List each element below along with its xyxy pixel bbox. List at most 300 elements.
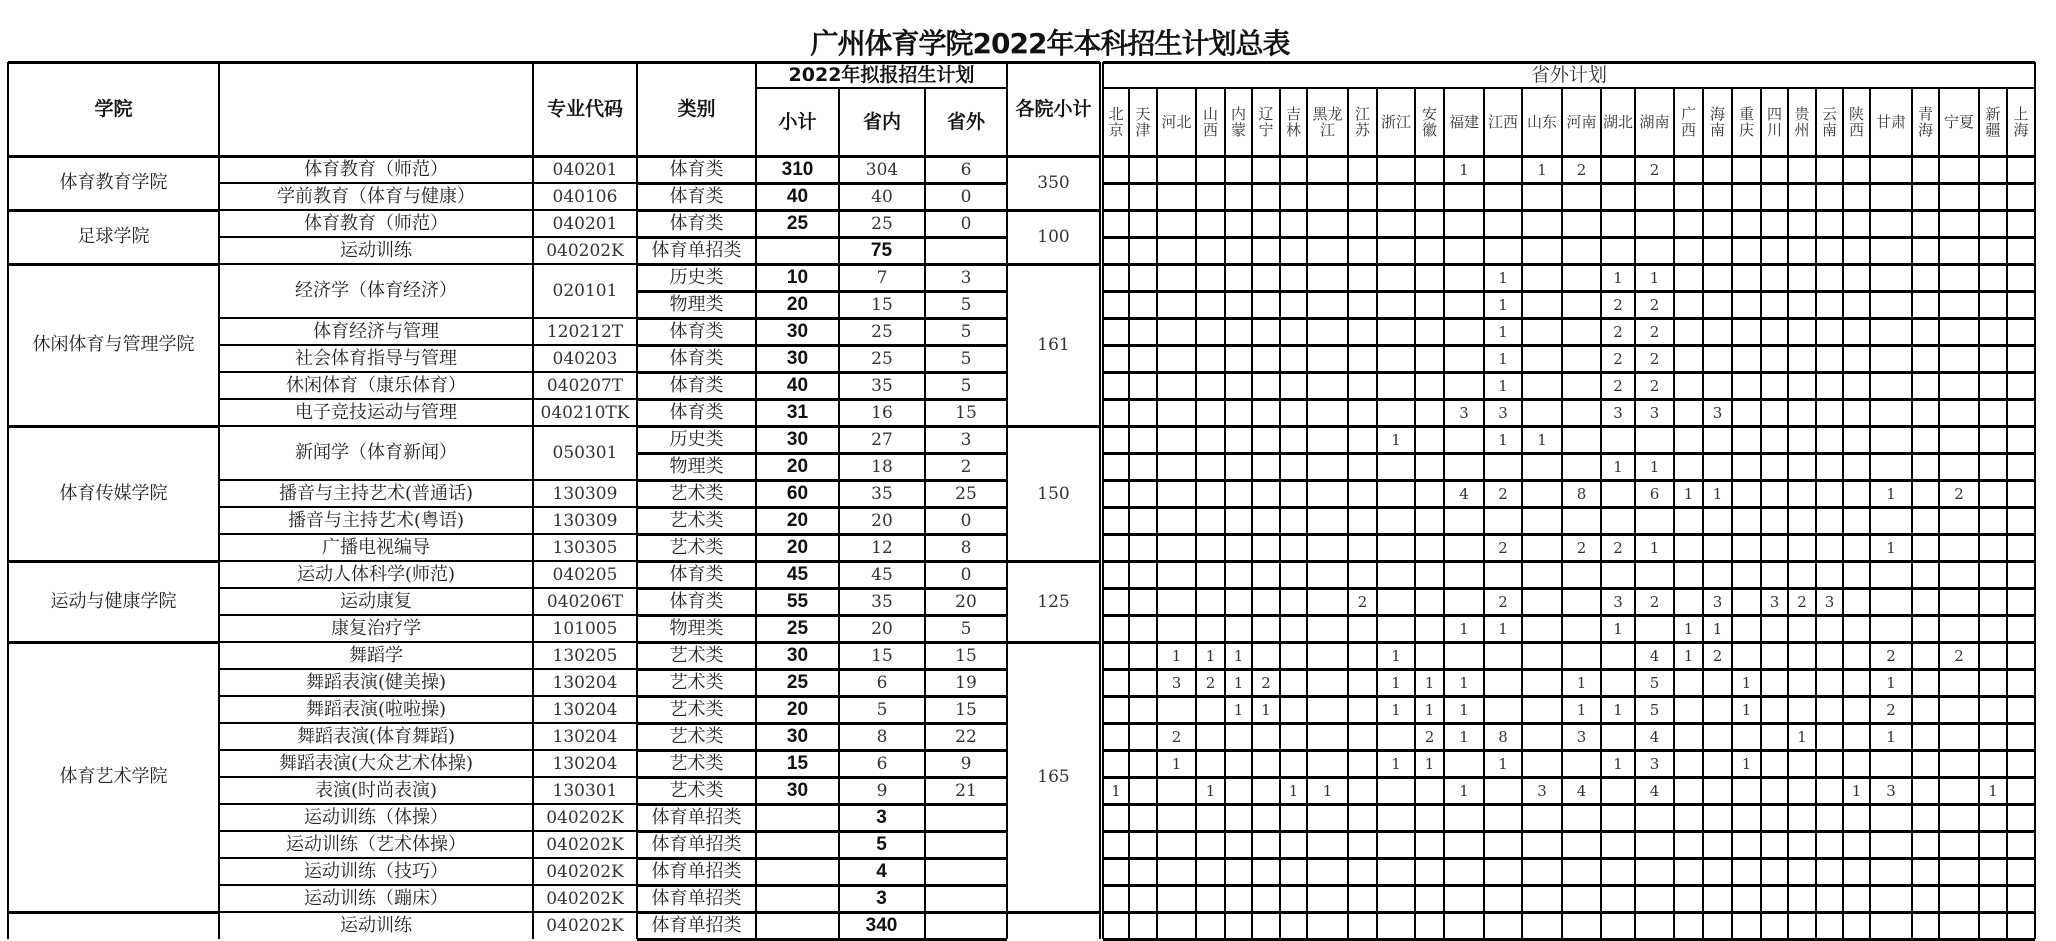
province-cell [1307, 264, 1348, 291]
province-cell [1484, 777, 1522, 804]
province-cell: 1 [1424, 673, 1435, 692]
province-cell [1522, 912, 1562, 939]
grid-line [219, 803, 637, 805]
province-cell [1307, 534, 1348, 561]
province-cell [1562, 561, 1601, 588]
province-cell [1307, 750, 1348, 777]
province-cell: 1 [1741, 673, 1752, 692]
major-name: 运动训练（体操） [304, 806, 448, 828]
plan-subtotal: 10 [786, 266, 809, 288]
province-cell [1225, 480, 1252, 507]
province-cell [1912, 210, 1939, 237]
plan-out-province: 9 [960, 753, 972, 774]
province-cell [1522, 804, 1562, 831]
province-cell [1280, 399, 1307, 426]
province-cell [1870, 588, 1912, 615]
province-cell [1816, 345, 1843, 372]
major-code: 130309 [552, 483, 618, 504]
province-cell [1252, 399, 1280, 426]
grid-line [637, 209, 1007, 212]
province-cell [1196, 858, 1225, 885]
province-cell [1870, 399, 1912, 426]
province-cell [1157, 804, 1196, 831]
province-cell [1788, 372, 1816, 399]
college-name: 足球学院 [77, 226, 150, 247]
province-cell [1348, 480, 1377, 507]
province-cell [1912, 912, 1939, 939]
province-cell [1103, 723, 1129, 750]
province-cell [1870, 561, 1912, 588]
grid-line [1634, 88, 1636, 939]
province-cell [1484, 183, 1522, 210]
province-cell [1129, 588, 1157, 615]
major-name: 舞蹈表演(体育舞蹈) [296, 725, 456, 747]
province-cell [1703, 669, 1732, 696]
province-cell [2007, 750, 2035, 777]
province-cell [1870, 291, 1912, 318]
province-cell [1703, 750, 1732, 777]
province-cell [1522, 264, 1562, 291]
province-cell [1522, 723, 1562, 750]
college-name: 体育传媒学院 [59, 482, 168, 504]
province-cell: 5 [1649, 700, 1660, 719]
province-cell [1103, 561, 1129, 588]
province-cell [1129, 183, 1157, 210]
province-cell [1103, 642, 1129, 669]
major-code: 130204 [552, 726, 618, 747]
province-cell [1788, 804, 1816, 831]
province-cell [1307, 858, 1348, 885]
province-cell [1912, 426, 1939, 453]
plan-out-province: 0 [960, 564, 972, 585]
province-cell [1788, 480, 1816, 507]
grid-line [219, 641, 637, 643]
province-cell: 1 [1886, 727, 1896, 746]
grid-line [219, 587, 637, 589]
grid-line [1279, 88, 1281, 939]
major-name: 播音与主持艺术(普通话) [278, 482, 474, 504]
province-cell [1225, 534, 1252, 561]
province-cell [1703, 858, 1732, 885]
province-cell [1788, 345, 1816, 372]
grid-line [1483, 88, 1485, 939]
province-cell [1196, 750, 1225, 777]
province-cell: 1 [1851, 781, 1862, 800]
province-cell: 2 [1424, 727, 1435, 746]
major-name: 学前教育（体育与健康） [277, 185, 475, 207]
province-cell [1484, 156, 1522, 183]
grid-line [1007, 911, 1100, 914]
province-cell [1157, 561, 1196, 588]
province-cell [1484, 858, 1522, 885]
province-cell [1157, 588, 1196, 615]
province-cell: 1 [1712, 619, 1723, 638]
province-cell: 2 [1576, 538, 1587, 557]
province-cell [1157, 912, 1196, 939]
grid-line [637, 668, 1007, 671]
province-cell [1280, 210, 1307, 237]
province-cell [1103, 372, 1129, 399]
province-cell [1912, 156, 1939, 183]
province-cell [1196, 912, 1225, 939]
header-province-11: 福建 [1448, 113, 1479, 131]
province-cell [1843, 372, 1870, 399]
province-cell [1129, 561, 1157, 588]
province-cell [1103, 453, 1129, 480]
header-province-6: 吉林 [1285, 105, 1301, 139]
grid-line [1911, 88, 1913, 939]
province-cell [1912, 831, 1939, 858]
grid-line [1103, 182, 2035, 185]
category: 体育类 [669, 563, 724, 585]
major-code: 040207T [546, 375, 624, 396]
province-cell [1703, 561, 1732, 588]
plan-out-province: 5 [960, 348, 972, 369]
major-name: 运动训练（艺术体操） [286, 833, 466, 855]
province-cell [1129, 372, 1157, 399]
college-name: 体育艺术学院 [59, 766, 168, 787]
province-cell [1377, 210, 1415, 237]
province-cell: 2 [1649, 349, 1660, 368]
province-cell [1415, 561, 1444, 588]
province-cell: 3 [1537, 781, 1547, 800]
province-cell [1377, 534, 1415, 561]
province-cell [1732, 210, 1761, 237]
province-cell [1939, 750, 1979, 777]
province-cell: 1 [1683, 619, 1694, 638]
province-cell [1912, 669, 1939, 696]
province-cell [1562, 426, 1601, 453]
province-cell [1703, 777, 1732, 804]
province-cell [1562, 858, 1601, 885]
plan-in-province: 7 [876, 267, 888, 288]
province-cell [1635, 507, 1674, 534]
major-name: 运动人体科学(师范) [296, 563, 456, 585]
province-cell [1816, 426, 1843, 453]
province-cell [1415, 507, 1444, 534]
grid-line [1347, 88, 1349, 939]
province-cell [1157, 291, 1196, 318]
province-cell [1103, 912, 1129, 939]
plan-out-province: 5 [960, 321, 972, 342]
province-cell [1444, 237, 1484, 264]
province-cell [1444, 912, 1484, 939]
category: 体育类 [669, 158, 724, 180]
province-cell [1732, 264, 1761, 291]
grid-line [1007, 425, 1100, 428]
province-cell [1843, 615, 1870, 642]
province-cell [1103, 831, 1129, 858]
province-cell: 2 [1886, 646, 1896, 665]
province-cell: 2 [1649, 322, 1660, 341]
merged-plan-total: 4 [876, 860, 887, 882]
grid-line [1842, 88, 1844, 939]
province-cell [1484, 237, 1522, 264]
province-cell [1761, 561, 1788, 588]
province-cell: 1 [1424, 700, 1435, 719]
province-cell [1484, 831, 1522, 858]
province-cell [1703, 264, 1732, 291]
province-cell [2007, 156, 2035, 183]
province-cell [1870, 858, 1912, 885]
province-cell [1703, 426, 1732, 453]
category: 艺术类 [669, 509, 724, 531]
plan-subtotal: 25 [786, 671, 809, 693]
province-cell: 3 [1712, 403, 1723, 422]
province-cell [1252, 264, 1280, 291]
province-cell [1870, 507, 1912, 534]
province-cell [1280, 534, 1307, 561]
province-cell [1843, 291, 1870, 318]
province-cell [1788, 264, 1816, 291]
province-cell [1129, 426, 1157, 453]
province-cell [1307, 696, 1348, 723]
province-cell: 1 [1261, 700, 1271, 719]
province-cell [1788, 237, 1816, 264]
province-cell: 3 [1649, 403, 1660, 422]
province-cell [1348, 777, 1377, 804]
province-cell [1444, 453, 1484, 480]
province-cell [1348, 858, 1377, 885]
province-cell [1225, 750, 1252, 777]
province-cell [1377, 264, 1415, 291]
header-college: 学院 [94, 98, 133, 120]
category: 体育类 [669, 401, 724, 423]
province-cell: 1 [1391, 700, 1401, 719]
province-cell [1280, 372, 1307, 399]
province-cell [1912, 291, 1939, 318]
province-cell [1348, 804, 1377, 831]
province-cell [1788, 507, 1816, 534]
province-cell [1280, 831, 1307, 858]
province-cell [1732, 507, 1761, 534]
province-cell [1788, 534, 1816, 561]
province-cell [1816, 264, 1843, 291]
province-cell [1703, 372, 1732, 399]
province-cell [1788, 426, 1816, 453]
province-cell [1196, 588, 1225, 615]
province-cell [1788, 210, 1816, 237]
plan-subtotal: 20 [786, 698, 809, 720]
province-cell [2007, 318, 2035, 345]
province-cell: 2 [1649, 592, 1660, 611]
province-cell: 1 [1459, 160, 1469, 179]
province-cell [1788, 291, 1816, 318]
province-cell [1225, 372, 1252, 399]
province-cell [1979, 291, 2007, 318]
province-cell [1129, 777, 1157, 804]
province-cell: 3 [1613, 403, 1623, 422]
province-cell [1816, 723, 1843, 750]
province-cell [1674, 831, 1703, 858]
header-province-2: 河北 [1161, 113, 1192, 131]
province-cell [1348, 399, 1377, 426]
category: 艺术类 [669, 779, 724, 801]
province-cell [2007, 480, 2035, 507]
grid-line [8, 155, 1100, 158]
category: 体育类 [669, 590, 724, 612]
major-name: 播音与主持艺术(粤语) [287, 509, 465, 531]
province-cell: 4 [1459, 484, 1469, 503]
province-cell [1522, 534, 1562, 561]
grid-line [1103, 722, 2035, 725]
plan-subtotal: 30 [786, 644, 809, 666]
province-cell [1635, 858, 1674, 885]
province-cell [1979, 318, 2007, 345]
grid-line [1103, 641, 2035, 644]
province-cell [1348, 453, 1377, 480]
province-cell [1348, 831, 1377, 858]
province-cell [1703, 885, 1732, 912]
grid-line [637, 182, 1007, 185]
province-cell [1635, 210, 1674, 237]
province-cell [1816, 291, 1843, 318]
plan-out-province: 5 [960, 618, 972, 639]
plan-out-province: 21 [955, 780, 977, 801]
grid-line [637, 479, 1007, 482]
province-cell [1280, 237, 1307, 264]
major-name: 表演(时尚表演) [314, 779, 438, 801]
province-cell [1979, 426, 2007, 453]
province-cell [1103, 291, 1129, 318]
plan-subtotal: 40 [786, 185, 809, 207]
province-cell [1732, 156, 1761, 183]
province-cell [1939, 399, 1979, 426]
province-cell [1939, 345, 1979, 372]
province-cell [1377, 318, 1415, 345]
header-province-13: 山东 [1526, 113, 1557, 131]
header-plan-group: 2022年拟报招生计划 [788, 64, 975, 86]
province-cell [1788, 831, 1816, 858]
province-cell [1225, 831, 1252, 858]
grid-line [7, 62, 9, 939]
province-cell [1674, 318, 1703, 345]
province-cell [1843, 642, 1870, 669]
province-cell [1601, 642, 1635, 669]
province-cell [1912, 588, 1939, 615]
province-cell [1377, 291, 1415, 318]
province-cell [1761, 696, 1788, 723]
plan-in-province: 25 [871, 321, 893, 342]
category: 艺术类 [669, 671, 724, 693]
grid-line [2006, 88, 2008, 939]
province-cell: 2 [1613, 349, 1623, 368]
province-cell [1252, 237, 1280, 264]
province-cell [1979, 237, 2007, 264]
province-cell: 1 [1886, 484, 1896, 503]
province-cell [1348, 723, 1377, 750]
grid-line [637, 857, 1007, 860]
province-cell [2007, 372, 2035, 399]
plan-subtotal: 20 [786, 509, 809, 531]
province-cell [1307, 318, 1348, 345]
province-cell [1157, 453, 1196, 480]
grid-line [637, 290, 1007, 293]
plan-in-province: 40 [871, 186, 893, 207]
province-cell [1157, 156, 1196, 183]
province-cell [1415, 858, 1444, 885]
province-cell [1225, 858, 1252, 885]
province-cell [1788, 561, 1816, 588]
province-cell [1816, 642, 1843, 669]
province-cell: 1 [1322, 781, 1333, 800]
grid-line [1443, 88, 1445, 939]
province-cell [1843, 588, 1870, 615]
province-cell [1674, 723, 1703, 750]
province-cell: 1 [1498, 268, 1508, 287]
province-cell [1979, 588, 2007, 615]
province-cell [1674, 291, 1703, 318]
grid-line [1007, 263, 1100, 266]
grid-line [1869, 88, 1871, 939]
header-province-24: 甘肃 [1875, 113, 1906, 131]
province-cell [1415, 831, 1444, 858]
category: 体育类 [669, 374, 724, 396]
province-cell [1816, 183, 1843, 210]
province-cell: 3 [1649, 754, 1660, 773]
province-cell [1979, 615, 2007, 642]
province-cell [1816, 453, 1843, 480]
province-cell [1307, 615, 1348, 642]
province-cell: 1 [1459, 781, 1469, 800]
major-code: 120212T [546, 321, 624, 342]
header-category: 类别 [677, 98, 716, 120]
college-subtotal: 165 [1037, 767, 1070, 787]
province-cell [1761, 750, 1788, 777]
province-cell [1979, 156, 2007, 183]
province-cell [1196, 696, 1225, 723]
province-cell [1444, 831, 1484, 858]
province-cell [1939, 426, 1979, 453]
province-cell [1843, 426, 1870, 453]
province-cell [1601, 426, 1635, 453]
province-cell [1979, 885, 2007, 912]
province-cell [2007, 264, 2035, 291]
province-cell [1601, 885, 1635, 912]
province-cell: 3 [1576, 727, 1587, 746]
province-cell [1788, 669, 1816, 696]
province-cell [1939, 831, 1979, 858]
province-cell: 4 [1649, 646, 1660, 665]
province-cell [1843, 723, 1870, 750]
plan-in-province: 15 [871, 645, 893, 666]
province-cell [1562, 885, 1601, 912]
province-cell: 1 [1683, 646, 1694, 665]
province-cell: 2 [1613, 295, 1623, 314]
province-cell: 1 [1683, 484, 1694, 503]
grid-line [756, 87, 1007, 89]
province-cell [1843, 804, 1870, 831]
province-cell: 1 [1613, 268, 1623, 287]
province-cell [1912, 507, 1939, 534]
province-cell: 1 [1424, 754, 1435, 773]
province-cell [1732, 183, 1761, 210]
major-code: 040206T [546, 591, 624, 612]
grid-line [219, 506, 637, 508]
province-cell [1761, 885, 1788, 912]
category: 体育单招类 [651, 887, 742, 909]
province-cell: 1 [1741, 700, 1752, 719]
grid-line [1103, 209, 2035, 212]
province-cell [1870, 372, 1912, 399]
province-cell: 1 [1498, 430, 1508, 449]
province-cell [1912, 183, 1939, 210]
plan-subtotal: 20 [786, 455, 809, 477]
province-cell [1761, 777, 1788, 804]
grid-line [1103, 857, 2035, 860]
province-cell [1843, 453, 1870, 480]
grid-line [1103, 344, 2035, 347]
